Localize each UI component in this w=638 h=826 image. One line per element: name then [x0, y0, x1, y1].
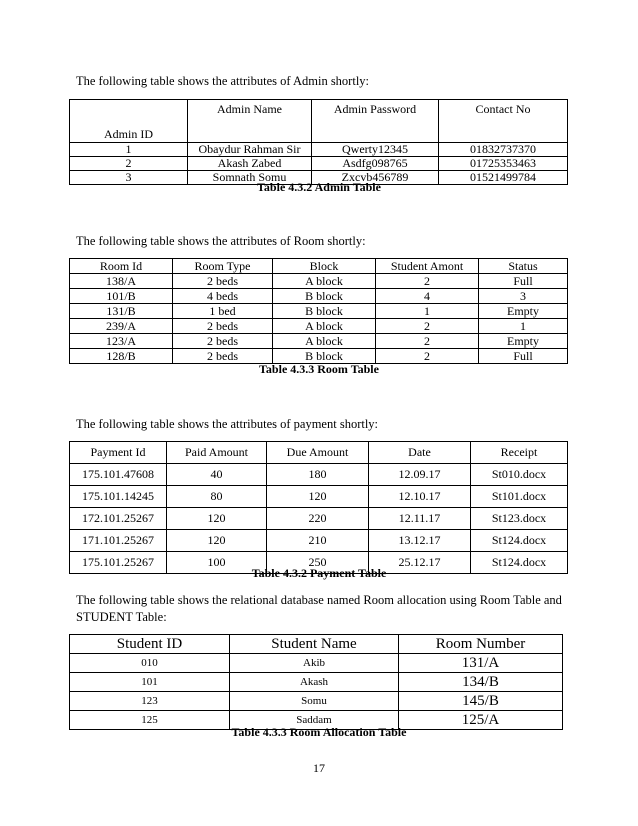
table-cell: 2 [376, 274, 479, 289]
table-cell: 100 [167, 552, 267, 574]
allocation-table-caption: Table 4.3.3 Room Allocation Table [231, 725, 407, 739]
column-header: Date [369, 442, 471, 464]
table-cell: 120 [167, 508, 267, 530]
table-cell: 010 [70, 654, 230, 673]
column-header: Admin Name [188, 100, 312, 143]
table-cell: 171.101.25267 [70, 530, 167, 552]
table-cell: Akib [230, 654, 399, 673]
table-cell: 120 [267, 486, 369, 508]
table-cell: 101/B [70, 289, 173, 304]
table-row [70, 319, 568, 334]
table-cell: 125/A [399, 711, 563, 730]
column-header: Student Amont [376, 259, 479, 274]
room-table-caption: Table 4.3.3 Room Table [259, 362, 379, 376]
payment-table-caption: Table 4.3.2 Payment Table [251, 566, 387, 580]
table-cell: Somu [230, 692, 399, 711]
table-cell: St010.docx [471, 464, 568, 486]
table-cell: Akash Zabed [188, 157, 312, 171]
table-cell: 120 [167, 530, 267, 552]
table-cell: 220 [267, 508, 369, 530]
column-header: Student Name [230, 635, 399, 654]
table-header-row [70, 635, 563, 654]
table-cell: 2 [376, 334, 479, 349]
table-cell: 01521499784 [439, 171, 568, 185]
admin-table-caption: Table 4.3.2 Admin Table [257, 180, 381, 194]
table-header-row [70, 100, 568, 143]
table-header-row [70, 259, 568, 274]
table-cell: St123.docx [471, 508, 568, 530]
table-cell: 12.10.17 [369, 486, 471, 508]
table-cell: 1 [479, 319, 568, 334]
column-header: Status [479, 259, 568, 274]
payment-intro-text: The following table shows the attributes of payment shortly: [76, 417, 379, 431]
table-cell: 172.101.25267 [70, 508, 167, 530]
table-cell: 180 [267, 464, 369, 486]
table-cell: 3 [479, 289, 568, 304]
column-header: Room Id [70, 259, 173, 274]
table-cell: 2 [376, 319, 479, 334]
table-cell: 1 [376, 304, 479, 319]
column-header: Receipt [471, 442, 568, 464]
table-cell: St101.docx [471, 486, 568, 508]
table-row [70, 157, 568, 171]
table-row [70, 486, 568, 508]
table-cell: St124.docx [471, 552, 568, 574]
table-cell: 2 beds [173, 319, 273, 334]
table-cell: 145/B [399, 692, 563, 711]
column-header: Paid Amount [167, 442, 267, 464]
table-row [70, 673, 563, 692]
table-cell: 2 beds [173, 334, 273, 349]
table-cell: St124.docx [471, 530, 568, 552]
table-cell: 40 [167, 464, 267, 486]
table-cell: 175.101.47608 [70, 464, 167, 486]
table-header-row [70, 442, 568, 464]
table-cell: 01725353463 [439, 157, 568, 171]
column-header: Payment Id [70, 442, 167, 464]
column-header: Room Number [399, 635, 563, 654]
table-row [70, 143, 568, 157]
allocation-intro-text: The following table shows the relational database named Room allocation using Room Table and STUDENT Table: [76, 593, 562, 624]
table-cell: 138/A [70, 274, 173, 289]
table-row [70, 692, 563, 711]
table-cell: 175.101.25267 [70, 552, 167, 574]
table-cell: 131/B [70, 304, 173, 319]
table-cell: B block [273, 304, 376, 319]
table-cell: 1 bed [173, 304, 273, 319]
table-cell: A block [273, 334, 376, 349]
table-cell: 2 beds [173, 349, 273, 364]
table-cell: 210 [267, 530, 369, 552]
payment-table [69, 441, 568, 574]
table-cell: 250 [267, 552, 369, 574]
table-cell: Qwerty12345 [312, 143, 439, 157]
table-cell: 128/B [70, 349, 173, 364]
room-intro-text: The following table shows the attributes of Room shortly: [76, 234, 366, 248]
table-cell: B block [273, 289, 376, 304]
table-cell: 175.101.14245 [70, 486, 167, 508]
table-row [70, 304, 568, 319]
table-cell: Full [479, 274, 568, 289]
room-table [69, 258, 568, 364]
table-cell: 125 [70, 711, 230, 730]
admin-intro-text: The following table shows the attributes of Admin shortly: [76, 74, 370, 88]
table-cell: 12.11.17 [369, 508, 471, 530]
table-cell: 01832737370 [439, 143, 568, 157]
table-row [70, 654, 563, 673]
table-cell: 2 [70, 157, 188, 171]
column-header: Due Amount [267, 442, 369, 464]
table-cell: Empty [479, 334, 568, 349]
column-header: Admin Password [312, 100, 439, 143]
table-cell: 131/A [399, 654, 563, 673]
admin-table [69, 99, 568, 185]
table-cell: Empty [479, 304, 568, 319]
column-header: Admin ID [70, 100, 188, 143]
page-number: 17 [313, 761, 325, 775]
table-cell: Obaydur Rahman Sir [188, 143, 312, 157]
column-header: Block [273, 259, 376, 274]
table-cell: Zxcvb456789 [312, 171, 439, 185]
table-row [70, 289, 568, 304]
table-cell: 3 [70, 171, 188, 185]
table-row [70, 530, 568, 552]
allocation-table [69, 634, 563, 730]
table-cell: 239/A [70, 319, 173, 334]
table-cell: 25.12.17 [369, 552, 471, 574]
table-cell: 80 [167, 486, 267, 508]
table-cell: 101 [70, 673, 230, 692]
table-cell: Akash [230, 673, 399, 692]
table-cell: 4 [376, 289, 479, 304]
table-cell: Saddam [230, 711, 399, 730]
table-cell: A block [273, 274, 376, 289]
table-row [70, 508, 568, 530]
table-cell: 12.09.17 [369, 464, 471, 486]
table-cell: B block [273, 349, 376, 364]
column-header: Room Type [173, 259, 273, 274]
column-header: Student ID [70, 635, 230, 654]
table-cell: 2 [376, 349, 479, 364]
table-cell: Somnath Somu [188, 171, 312, 185]
table-cell: 134/B [399, 673, 563, 692]
table-cell: 4 beds [173, 289, 273, 304]
table-row [70, 274, 568, 289]
table-cell: 1 [70, 143, 188, 157]
table-cell: 123/A [70, 334, 173, 349]
table-cell: 123 [70, 692, 230, 711]
table-cell: Asdfg098765 [312, 157, 439, 171]
column-header: Contact No [439, 100, 568, 143]
table-row [70, 334, 568, 349]
table-cell: 2 beds [173, 274, 273, 289]
table-row [70, 464, 568, 486]
table-cell: Full [479, 349, 568, 364]
table-cell: A block [273, 319, 376, 334]
table-cell: 13.12.17 [369, 530, 471, 552]
